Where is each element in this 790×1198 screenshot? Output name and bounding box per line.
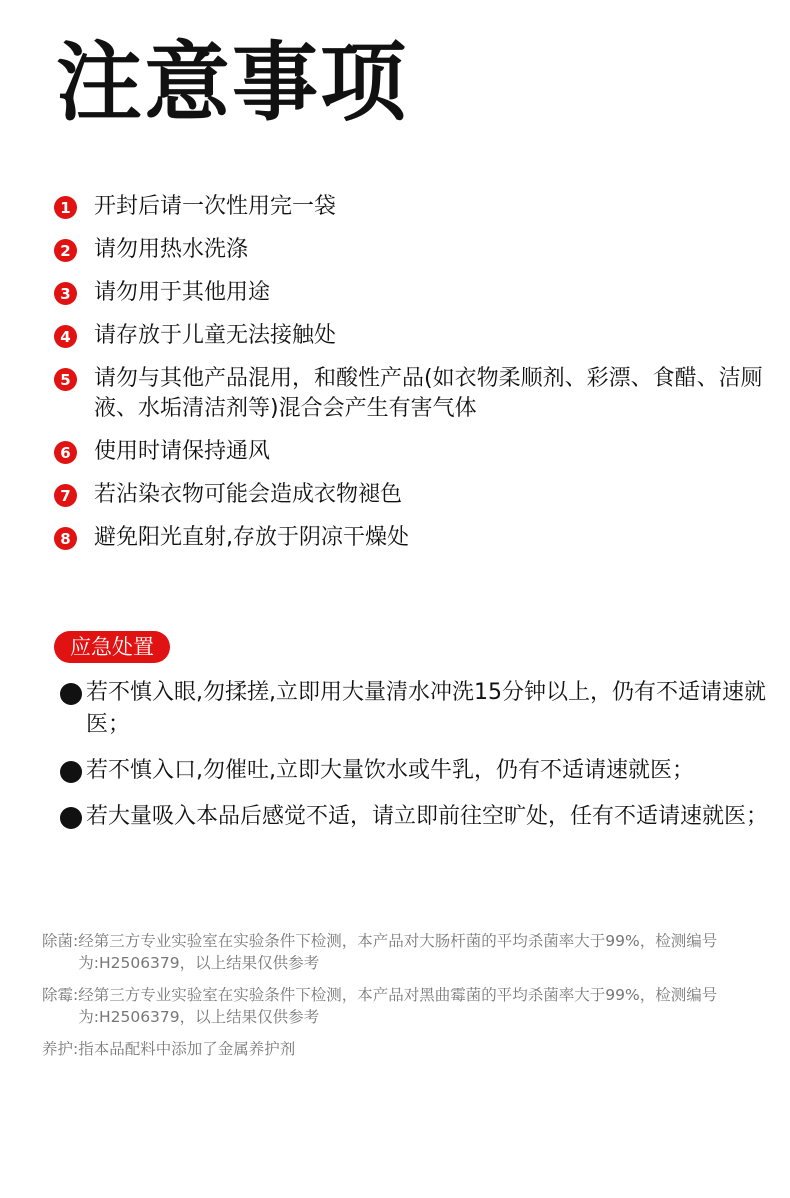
- emergency-list: [60, 677, 775, 847]
- number-badge-5: 5: [54, 368, 77, 391]
- footnote-care: [42, 1038, 762, 1060]
- precaution-item: [54, 235, 774, 265]
- footnote-sterilization: [42, 930, 762, 974]
- precautions-list: [54, 192, 774, 566]
- number-badge-1: 1: [54, 196, 77, 219]
- precaution-item: [54, 480, 774, 510]
- precaution-text: 使用时请保持通风: [94, 439, 271, 464]
- footnote-text: 经第三方专业实验室在实验条件下检测，本产品对大肠杆菌的平均杀菌率大于99%，检测编号为:H2506379，以上结果仅供参考: [78, 932, 718, 972]
- precaution-text: 请勿与其他产品混用，和酸性产品(如衣物柔顺剂、彩漂、食醋、洁厕液、水垢清洁剂等)混合会产生有害气体: [94, 366, 763, 421]
- precaution-text: 开封后请一次性用完一袋: [94, 194, 337, 219]
- footnote-label: 除霉:: [42, 986, 79, 1004]
- number-badge-2: 2: [54, 239, 77, 262]
- precaution-item: [54, 437, 774, 467]
- number-badge-3: 3: [54, 282, 77, 305]
- precaution-item: [54, 278, 774, 308]
- footnote-label: 养护:: [42, 1040, 79, 1058]
- number-badge-8: 8: [54, 527, 77, 550]
- emergency-item: [60, 755, 775, 787]
- number-badge-4: 4: [54, 325, 77, 348]
- number-badge-6: 6: [54, 441, 77, 464]
- precaution-text: 请勿用热水洗涤: [94, 237, 249, 262]
- footnote-mildew: [42, 984, 762, 1028]
- bullet-icon: [60, 683, 82, 705]
- precaution-text: 若沾染衣物可能会造成衣物褪色: [94, 482, 403, 507]
- footnotes: [42, 930, 762, 1070]
- footnote-text: 指本品配料中添加了金属养护剂: [78, 1040, 296, 1058]
- emergency-text: 若不慎入口,勿催吐,立即大量饮水或牛乳，仍有不适请速就医；: [86, 758, 694, 783]
- emergency-label: 应急处置: [54, 631, 170, 663]
- emergency-item: [60, 677, 775, 741]
- emergency-text: 若不慎入眼,勿揉搓,立即用大量清水冲洗15分钟以上，仍有不适请速就医；: [86, 680, 766, 737]
- precaution-item: [54, 523, 774, 553]
- bullet-icon: [60, 761, 82, 783]
- precaution-item: [54, 321, 774, 351]
- emergency-item: [60, 801, 775, 833]
- footnote-label: 除菌:: [42, 932, 79, 950]
- number-badge-7: 7: [54, 484, 77, 507]
- footnote-text: 经第三方专业实验室在实验条件下检测，本产品对黑曲霉菌的平均杀菌率大于99%，检测编号为:H2506379，以上结果仅供参考: [78, 986, 718, 1026]
- precaution-text: 避免阳光直射,存放于阴凉干燥处: [94, 525, 409, 550]
- precaution-item: [54, 192, 774, 222]
- emergency-text: 若大量吸入本品后感觉不适，请立即前往空旷处，任有不适请速就医；: [86, 804, 769, 829]
- page-title: 注意事项: [56, 33, 408, 133]
- precaution-text: 请存放于儿童无法接触处: [94, 323, 337, 348]
- bullet-icon: [60, 807, 82, 829]
- precaution-text: 请勿用于其他用途: [94, 280, 271, 305]
- precaution-item: [54, 364, 774, 424]
